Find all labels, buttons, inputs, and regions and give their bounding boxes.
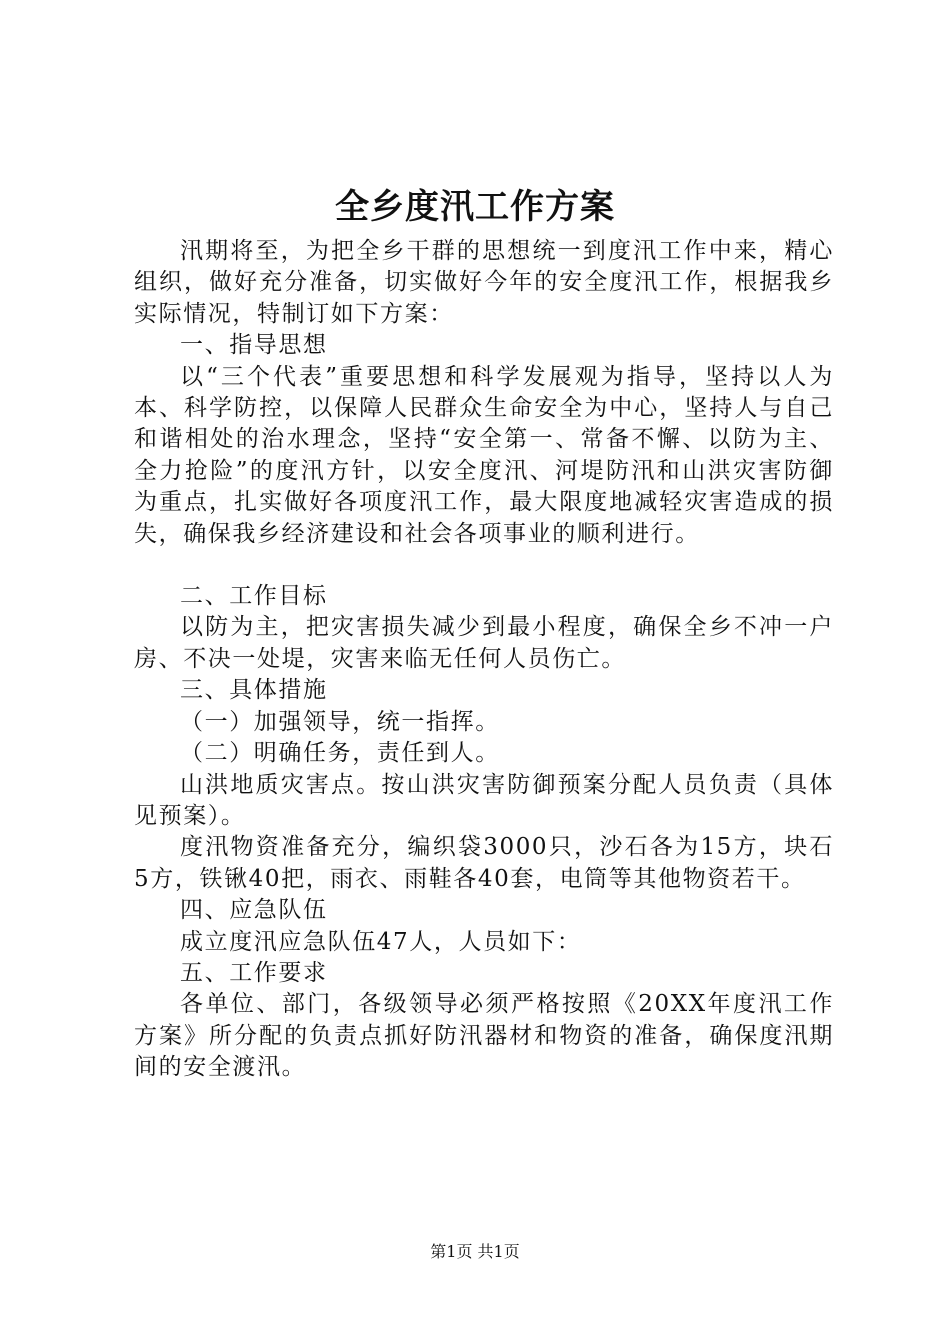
measure-item-tasks: （二）明确任务，责任到人。 xyxy=(180,740,500,767)
requirements-paragraph: 各单位、部门，各级领导必须严格按照《20XX年度汛工作方案》所分配的负责点抓好防汛器材和物资的准备，确保度汛期间的安全渡汛。 xyxy=(134,991,834,1081)
intro-paragraph: 汛期将至，为把全乡干群的思想统一到度汛工作中来，精心组织，做好充分准备，切实做好今年的安全度汛工作，根据我乡实际情况，特制订如下方案： xyxy=(134,238,834,327)
work-goal-paragraph: 以防为主，把灾害损失减少到最小程度，确保全乡不冲一户房、不决一处堤，灾害来临无任何人员伤亡。 xyxy=(134,614,834,672)
section-heading-emergency-team: 四、应急队伍 xyxy=(180,897,328,924)
document-title: 全乡度汛工作方案 xyxy=(335,187,615,227)
emergency-team-paragraph: 成立度汛应急队伍47人，人员如下： xyxy=(180,928,582,955)
section-heading-measures: 三、具体措施 xyxy=(180,677,328,704)
measure-item-leadership: （一）加强领导，统一指挥。 xyxy=(180,708,500,735)
section-heading-work-goal: 二、工作目标 xyxy=(180,583,328,610)
page-footer: 第1页 共1页 xyxy=(430,1242,520,1261)
document-body xyxy=(134,236,834,1084)
section-heading-guiding-thought: 一、指导思想 xyxy=(180,332,328,359)
guiding-thought-paragraph: 以“三个代表”重要思想和科学发展观为指导，坚持以人为本、科学防控，以保障人民群众生命安全为中心，坚持人与自己和谐相处的治水理念，坚持“安全第一、常备不懈、以防为主、全力抢险”的度汛方针，以安全度汛、河堤防汛和山洪灾害防御为重点，扎实做好各项度汛工作，最大限度地减轻灾害造成的损失，确保我乡经济建设和社会各项事业的顺利进行。 xyxy=(134,363,834,547)
disaster-points-paragraph: 山洪地质灾害点。按山洪灾害防御预案分配人员负责（具体见预案）。 xyxy=(134,771,834,829)
section-heading-requirements: 五、工作要求 xyxy=(180,959,328,986)
materials-paragraph: 度汛物资准备充分，编织袋3000只，沙石各为15方，块石5方，铁锹40把，雨衣、雨鞋各40套，电筒等其他物资若干。 xyxy=(134,834,834,892)
paragraph-spacer xyxy=(134,550,834,581)
